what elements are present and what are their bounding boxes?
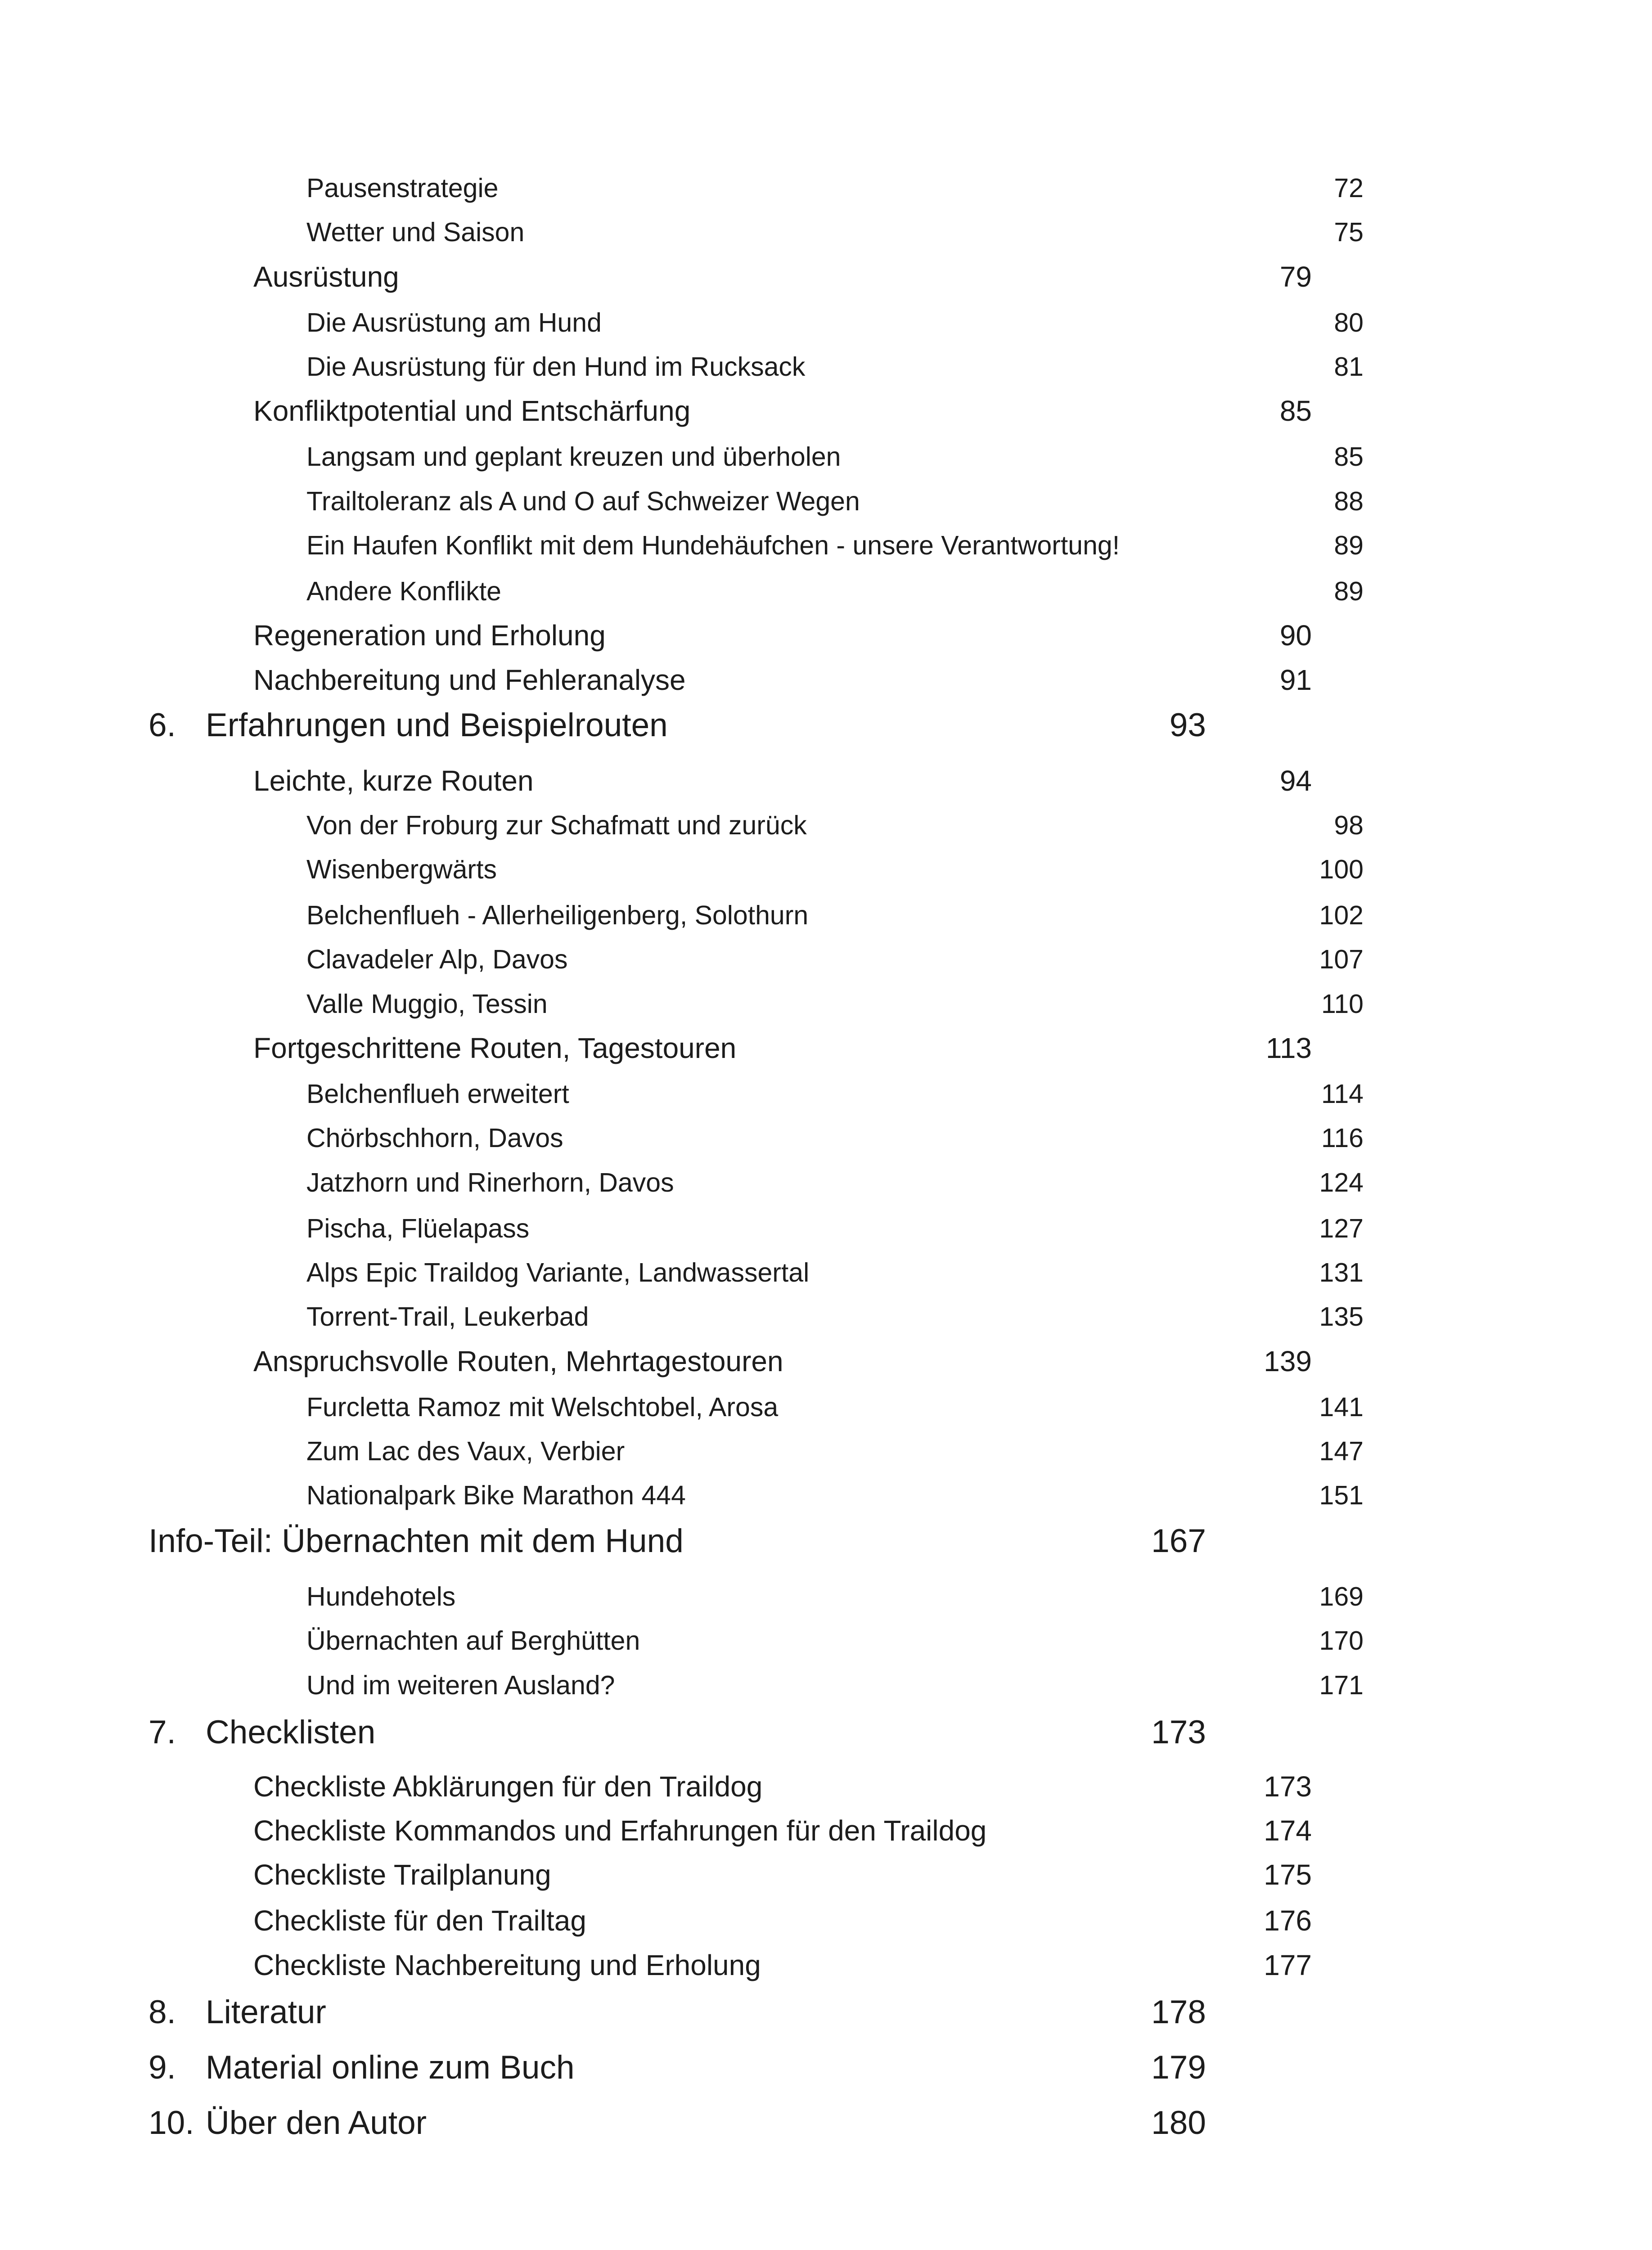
toc-entry <box>0 1339 1652 1384</box>
toc-entry <box>0 166 1652 211</box>
toc-entry-title: Nachbereitung und Fehleranalyse <box>253 663 686 696</box>
toc-entry <box>0 893 1652 938</box>
toc-entry-page-number: 91 <box>1279 663 1312 696</box>
toc-entry-title: Furcletta Ramoz mit Welschtobel, Arosa <box>306 1392 779 1422</box>
toc-entry-title: Hundehotels <box>306 1582 456 1612</box>
toc-entry-page-number: 114 <box>1321 1079 1364 1109</box>
toc-entry <box>0 1519 1652 1564</box>
toc-entry <box>0 937 1652 982</box>
toc-entry-page-number: 124 <box>1319 1167 1364 1197</box>
toc-entry-page-number: 85 <box>1334 442 1364 472</box>
toc-entry-page-number: 94 <box>1279 765 1312 797</box>
toc-entry <box>0 300 1652 345</box>
toc-entry-page-number: 107 <box>1319 945 1364 975</box>
toc-entry-page-number: 174 <box>1264 1814 1312 1847</box>
toc-entry <box>0 1250 1652 1295</box>
toc-entry <box>0 613 1652 658</box>
chapter-number: 8. <box>149 1994 176 2031</box>
toc-entry-page-number: 81 <box>1334 352 1364 382</box>
toc-entry-title: Material online zum Buch <box>206 2049 575 2086</box>
toc-entry-page-number: 141 <box>1319 1392 1364 1422</box>
toc-entry-title: Ein Haufen Konflikt mit dem Hundehäufchen - unsere Verantwortung! <box>306 530 1120 560</box>
toc-entry <box>0 847 1652 892</box>
toc-entry-title: Jatzhorn und Rinerhorn, Davos <box>306 1167 674 1197</box>
toc-entry <box>0 1990 1652 2035</box>
toc-entry-page-number: 139 <box>1264 1345 1312 1377</box>
toc-entry-page-number: 180 <box>1151 2104 1206 2141</box>
toc-entry-title: Zum Lac des Vaux, Verbier <box>306 1436 625 1466</box>
toc-entry-title: Wetter und Saison <box>306 217 525 248</box>
toc-entry <box>0 1206 1652 1251</box>
toc-entry-page-number: 98 <box>1334 810 1364 840</box>
toc-entry-title: Anspruchsvolle Routen, Mehrtagestouren <box>253 1345 783 1377</box>
chapter-number: 9. <box>149 2049 176 2086</box>
toc-entry <box>0 1160 1652 1205</box>
toc-entry-title: Belchenflueh erweitert <box>306 1079 569 1109</box>
toc-entry <box>0 479 1652 524</box>
toc-entry <box>0 1898 1652 1943</box>
toc-entry-title: Checkliste Nachbereitung und Erholung <box>253 1948 761 1981</box>
toc-entry <box>0 1385 1652 1430</box>
toc-entry-title: Pausenstrategie <box>306 173 499 203</box>
toc-entry-page-number: 90 <box>1279 619 1312 652</box>
toc-entry <box>0 1071 1652 1116</box>
toc-entry-title: Leichte, kurze Routen <box>253 765 534 797</box>
toc-entry <box>0 1710 1652 1755</box>
toc-entry <box>0 1663 1652 1708</box>
toc-entry-page-number: 169 <box>1319 1582 1364 1612</box>
toc-entry-title: Die Ausrüstung für den Hund im Rucksack <box>306 352 806 382</box>
toc-entry-title: Chörbschhorn, Davos <box>306 1123 563 1153</box>
toc-entry <box>0 434 1652 479</box>
toc-entry-page-number: 113 <box>1265 1032 1312 1065</box>
toc-entry <box>0 1618 1652 1663</box>
toc-entry-page-number: 177 <box>1264 1948 1312 1981</box>
toc-entry-page-number: 127 <box>1319 1213 1364 1243</box>
toc-entry <box>0 1943 1652 1988</box>
toc-entry-title: Checkliste Abklärungen für den Traildog <box>253 1770 763 1803</box>
toc-entry <box>0 344 1652 389</box>
toc-entry <box>0 657 1652 702</box>
toc-entry-title: Über den Autor <box>206 2104 427 2141</box>
toc-entry-title: Ausrüstung <box>253 260 399 293</box>
toc-entry-title: Torrent-Trail, Leukerbad <box>306 1302 589 1332</box>
toc-entry-page-number: 75 <box>1334 217 1364 248</box>
toc-entry-page-number: 100 <box>1319 855 1364 885</box>
toc-entry-title: Pischa, Flüelapass <box>306 1213 530 1243</box>
toc-entry-page-number: 102 <box>1319 900 1364 931</box>
toc-entry-page-number: 151 <box>1319 1480 1364 1511</box>
toc-entry-title: Checkliste Trailplanung <box>253 1858 551 1891</box>
toc-entry <box>0 981 1652 1026</box>
toc-entry-page-number: 80 <box>1334 307 1364 338</box>
toc-entry-title: Fortgeschrittene Routen, Tagestouren <box>253 1032 737 1065</box>
toc-entry <box>0 254 1652 299</box>
toc-entry <box>0 1294 1652 1339</box>
toc-entry <box>0 1574 1652 1619</box>
toc-entry-page-number: 179 <box>1151 2049 1206 2086</box>
toc-entry-page-number: 89 <box>1334 576 1364 606</box>
toc-entry <box>0 569 1652 614</box>
toc-entry <box>0 703 1652 748</box>
toc-entry-title: Alps Epic Traildog Variante, Landwassertal <box>306 1257 810 1287</box>
toc-entry-page-number: 131 <box>1319 1257 1364 1287</box>
toc-entry <box>0 2045 1652 2090</box>
toc-entry <box>0 388 1652 433</box>
toc-entry-page-number: 110 <box>1321 989 1364 1019</box>
toc-entry <box>0 1764 1652 1809</box>
toc-entry <box>0 1429 1652 1474</box>
toc-entry <box>0 1026 1652 1071</box>
toc-entry-page-number: 178 <box>1151 1994 1206 2031</box>
toc-entry-page-number: 173 <box>1151 1714 1206 1751</box>
toc-entry-page-number: 175 <box>1264 1858 1312 1891</box>
toc-entry-title: Konfliktpotential und Entschärfung <box>253 395 691 428</box>
toc-entry <box>0 1473 1652 1518</box>
toc-entry-page-number: 167 <box>1151 1523 1206 1560</box>
toc-entry-title: Literatur <box>206 1994 326 2031</box>
toc-entry-page-number: 89 <box>1334 530 1364 560</box>
toc-entry <box>0 210 1652 255</box>
toc-entry-title: Checkliste für den Trailtag <box>253 1904 586 1937</box>
toc-entry-title: Und im weiteren Ausland? <box>306 1670 615 1700</box>
toc-entry-title: Checkliste Kommandos und Erfahrungen für den Traildog <box>253 1814 987 1847</box>
toc-entry-title: Erfahrungen und Beispielrouten <box>206 707 668 744</box>
chapter-number: 7. <box>149 1714 176 1751</box>
toc-entry <box>0 1852 1652 1897</box>
toc-entry-title: Von der Froburg zur Schafmatt und zurück <box>306 810 807 840</box>
toc-entry-page-number: 176 <box>1264 1904 1312 1937</box>
toc-entry <box>0 758 1652 803</box>
toc-entry-page-number: 147 <box>1319 1436 1364 1466</box>
toc-entry-title: Clavadeler Alp, Davos <box>306 945 568 975</box>
toc-entry-title: Andere Konflikte <box>306 576 501 606</box>
toc-entry-title: Valle Muggio, Tessin <box>306 989 548 1019</box>
chapter-number: 10. <box>149 2104 194 2141</box>
toc-entry-title: Übernachten auf Berghütten <box>306 1626 640 1656</box>
toc-entry-title: Wisenbergwärts <box>306 855 497 885</box>
toc-entry <box>0 1116 1652 1161</box>
toc-entry-title: Trailtoleranz als A und O auf Schweizer Wegen <box>306 486 860 516</box>
toc-entry <box>0 523 1652 568</box>
toc-entry-page-number: 85 <box>1279 395 1312 428</box>
toc-entry <box>0 2101 1652 2146</box>
toc-entry-title: Nationalpark Bike Marathon 444 <box>306 1480 686 1511</box>
toc-entry-page-number: 171 <box>1319 1670 1364 1700</box>
toc-entry-page-number: 93 <box>1169 707 1206 744</box>
toc-entry-page-number: 88 <box>1334 486 1364 516</box>
toc-entry-title: Info-Teil: Übernachten mit dem Hund <box>149 1523 684 1560</box>
toc-entry-title: Langsam und geplant kreuzen und überholen <box>306 442 841 472</box>
toc-entry-title: Die Ausrüstung am Hund <box>306 307 602 338</box>
toc-entry <box>0 1808 1652 1853</box>
toc-entry-page-number: 79 <box>1279 260 1312 293</box>
toc-entry-page-number: 116 <box>1321 1123 1364 1153</box>
toc-entry-page-number: 72 <box>1334 173 1364 203</box>
toc-entry-page-number: 135 <box>1319 1302 1364 1332</box>
toc-entry-title: Belchenflueh - Allerheiligenberg, Solothurn <box>306 900 809 931</box>
toc-entry-title: Regeneration und Erholung <box>253 619 606 652</box>
chapter-number: 6. <box>149 707 176 744</box>
toc-entry-page-number: 173 <box>1264 1770 1312 1803</box>
toc-entry <box>0 803 1652 848</box>
toc-entry-title: Checklisten <box>206 1714 376 1751</box>
toc-entry-page-number: 170 <box>1319 1626 1364 1656</box>
